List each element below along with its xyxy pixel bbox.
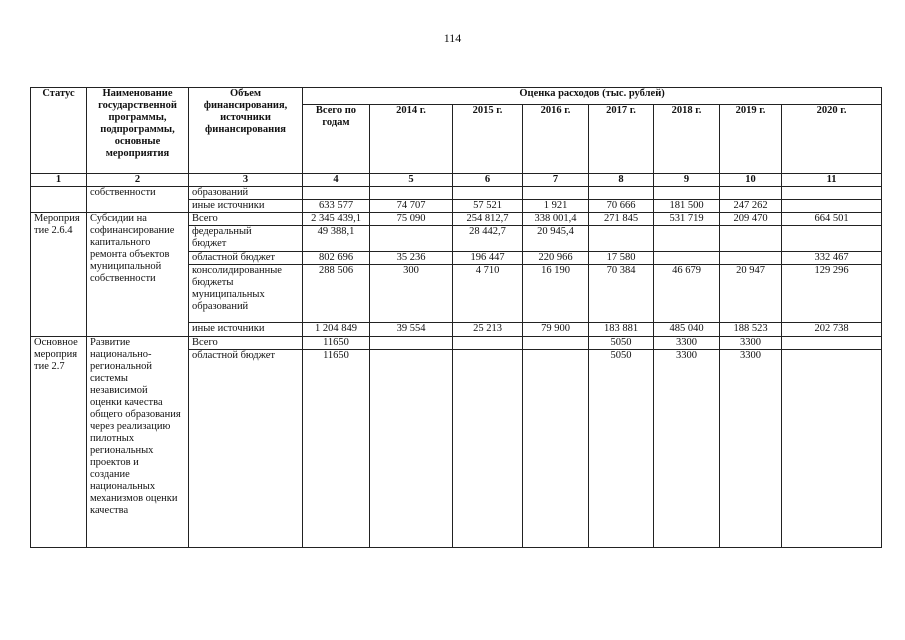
col-number: 5: [370, 174, 453, 187]
value-cell: 3300: [654, 337, 720, 350]
source-cell: иные источники: [189, 200, 303, 213]
value-cell: 2 345 439,1: [303, 213, 370, 226]
header-estimate: Оценка расходов (тыс. рублей): [303, 88, 882, 105]
value-cell: 4 710: [453, 265, 523, 323]
header-year: 2020 г.: [782, 105, 882, 174]
value-cell: [720, 187, 782, 200]
value-cell: [782, 337, 882, 350]
value-cell: [523, 337, 589, 350]
value-cell: 202 738: [782, 323, 882, 337]
value-cell: [782, 226, 882, 252]
value-cell: [523, 187, 589, 200]
value-cell: 300: [370, 265, 453, 323]
value-cell: [782, 187, 882, 200]
value-cell: [370, 226, 453, 252]
value-cell: 220 966: [523, 252, 589, 265]
value-cell: 70 384: [589, 265, 654, 323]
value-cell: 57 521: [453, 200, 523, 213]
value-cell: [589, 187, 654, 200]
value-cell: [654, 187, 720, 200]
col-number: 10: [720, 174, 782, 187]
value-cell: 39 554: [370, 323, 453, 337]
value-cell: 49 388,1: [303, 226, 370, 252]
value-cell: 70 666: [589, 200, 654, 213]
value-cell: 75 090: [370, 213, 453, 226]
col-number: 7: [523, 174, 589, 187]
value-cell: 271 845: [589, 213, 654, 226]
value-cell: [589, 226, 654, 252]
value-cell: 11650: [303, 350, 370, 548]
source-cell: Всего: [189, 213, 303, 226]
value-cell: 802 696: [303, 252, 370, 265]
header-status: Статус: [31, 88, 87, 174]
header-year: 2019 г.: [720, 105, 782, 174]
col-number: 6: [453, 174, 523, 187]
status-cell: Основное мероприя тие 2.7: [31, 337, 87, 548]
col-number: 9: [654, 174, 720, 187]
value-cell: 28 442,7: [453, 226, 523, 252]
value-cell: 288 506: [303, 265, 370, 323]
header-year: 2015 г.: [453, 105, 523, 174]
column-numbers-row: [31, 174, 882, 187]
value-cell: 16 190: [523, 265, 589, 323]
value-cell: 3300: [720, 337, 782, 350]
value-cell: 209 470: [720, 213, 782, 226]
table-row: [31, 187, 882, 200]
value-cell: [370, 337, 453, 350]
value-cell: [720, 226, 782, 252]
value-cell: 3300: [720, 350, 782, 548]
value-cell: 25 213: [453, 323, 523, 337]
value-cell: [370, 350, 453, 548]
header-row-top: [31, 88, 882, 105]
value-cell: [523, 350, 589, 548]
header-name: Наименование государственной программы, подпрограммы, основные мероприятия: [87, 88, 189, 174]
value-cell: 20 947: [720, 265, 782, 323]
value-cell: 664 501: [782, 213, 882, 226]
source-cell: образований: [189, 187, 303, 200]
source-cell: Всего: [189, 337, 303, 350]
source-cell: федеральный бюджет: [189, 226, 303, 252]
value-cell: 181 500: [654, 200, 720, 213]
value-cell: [720, 252, 782, 265]
table-row: [31, 337, 882, 350]
status-cell: Мероприя тие 2.6.4: [31, 213, 87, 337]
value-cell: 633 577: [303, 200, 370, 213]
value-cell: 332 467: [782, 252, 882, 265]
value-cell: 188 523: [720, 323, 782, 337]
value-cell: 3300: [654, 350, 720, 548]
value-cell: [782, 200, 882, 213]
value-cell: 5050: [589, 337, 654, 350]
value-cell: [453, 337, 523, 350]
value-cell: [654, 226, 720, 252]
value-cell: 74 707: [370, 200, 453, 213]
header-year: 2014 г.: [370, 105, 453, 174]
header-funding: Объем финансирования, источники финансирования: [189, 88, 303, 174]
source-cell: консолидированные бюджеты муниципальных образований: [189, 265, 303, 323]
source-cell: областной бюджет: [189, 252, 303, 265]
value-cell: [453, 350, 523, 548]
value-cell: 11650: [303, 337, 370, 350]
value-cell: 196 447: [453, 252, 523, 265]
col-number: 4: [303, 174, 370, 187]
value-cell: [453, 187, 523, 200]
header-year: 2018 г.: [654, 105, 720, 174]
col-number: 8: [589, 174, 654, 187]
value-cell: 247 262: [720, 200, 782, 213]
col-number: 1: [31, 174, 87, 187]
header-year: 2017 г.: [589, 105, 654, 174]
header-year: 2016 г.: [523, 105, 589, 174]
value-cell: 183 881: [589, 323, 654, 337]
page-number: 114: [443, 31, 462, 45]
value-cell: [303, 187, 370, 200]
value-cell: 1 204 849: [303, 323, 370, 337]
name-cell: Развитие национально- региональной системы независимой оценки качества общего образования через реализацию пилотных региональных проектов и создание национальных механизмов оценки качества: [87, 337, 189, 548]
value-cell: 1 921: [523, 200, 589, 213]
col-number: 2: [87, 174, 189, 187]
name-cell: собственности: [87, 187, 189, 213]
source-cell: областной бюджет: [189, 350, 303, 548]
value-cell: 79 900: [523, 323, 589, 337]
value-cell: 129 296: [782, 265, 882, 323]
value-cell: [370, 187, 453, 200]
name-cell: Субсидии на софинансирование капитального ремонта объектов муниципальной собственности: [87, 213, 189, 337]
value-cell: [654, 252, 720, 265]
table-row: [31, 213, 882, 226]
value-cell: 338 001,4: [523, 213, 589, 226]
value-cell: 485 040: [654, 323, 720, 337]
value-cell: 5050: [589, 350, 654, 548]
value-cell: 17 580: [589, 252, 654, 265]
col-number: 3: [189, 174, 303, 187]
value-cell: 531 719: [654, 213, 720, 226]
col-number: 11: [782, 174, 882, 187]
value-cell: 35 236: [370, 252, 453, 265]
status-cell: [31, 187, 87, 213]
value-cell: 20 945,4: [523, 226, 589, 252]
source-cell: иные источники: [189, 323, 303, 337]
value-cell: [782, 350, 882, 548]
header-total: Всего по годам: [303, 105, 370, 174]
budget-table: [30, 87, 882, 548]
value-cell: 46 679: [654, 265, 720, 323]
value-cell: 254 812,7: [453, 213, 523, 226]
